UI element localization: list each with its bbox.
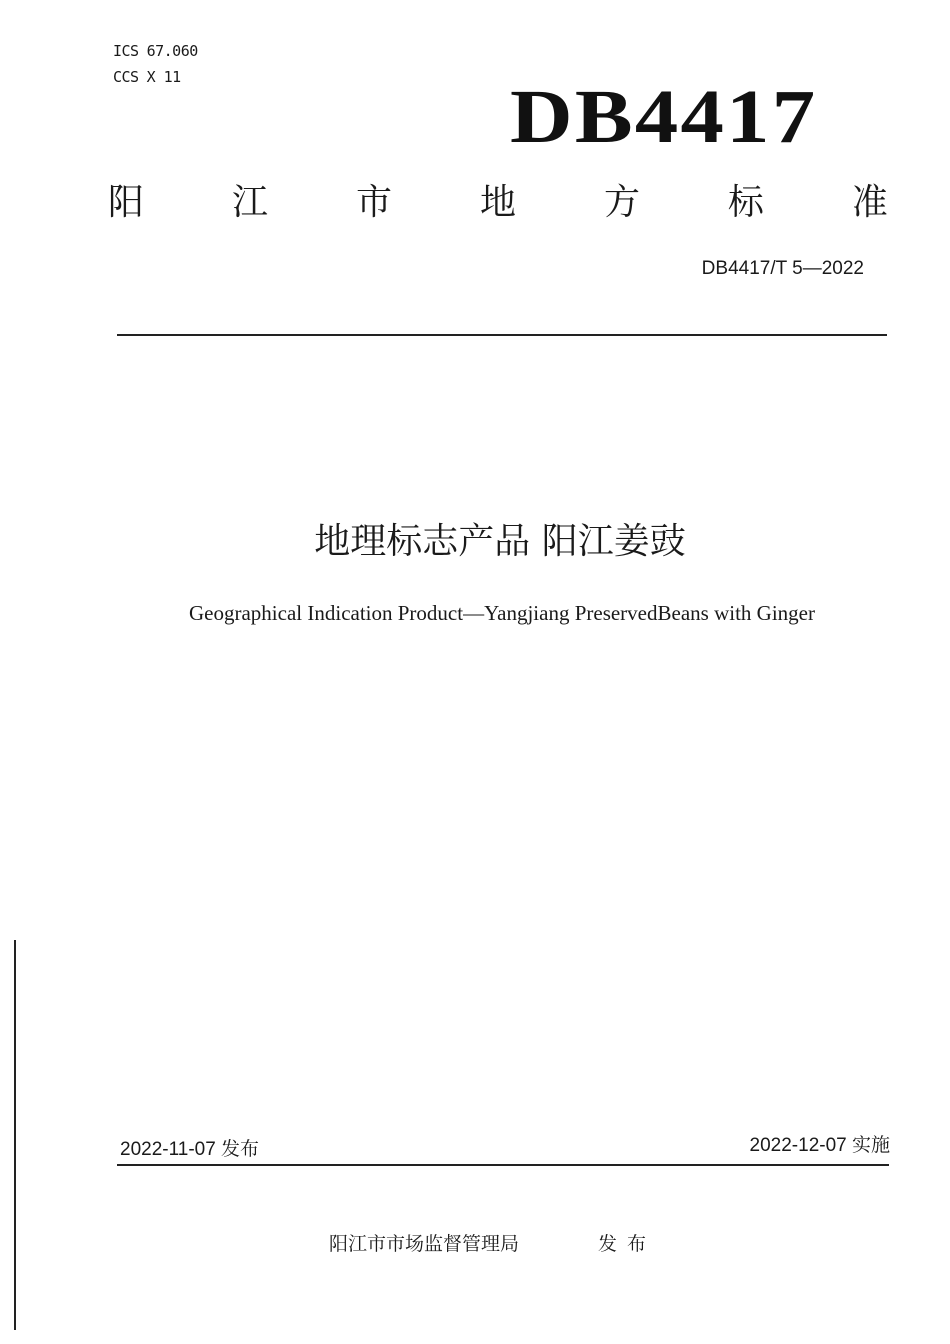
standard-type-char: 市 [355,182,392,223]
standard-type-char: 准 [851,182,888,223]
standard-type-char: 阳 [108,182,145,223]
scan-edge-line [14,940,16,1330]
ccs-code [113,64,198,90]
ics-value: 67.060 [146,42,198,60]
bottom-divider [117,1164,889,1166]
top-divider [117,334,887,336]
title-english: Geographical Indication Product—Yangjiang PreservedBeans with Ginger [189,601,815,625]
title-chinese: 地理标志产品 阳江姜豉 [314,521,686,562]
ccs-label: CCS [113,68,139,86]
standard-type-char: 江 [231,182,268,223]
standard-type-char: 方 [603,182,640,223]
standard-type-char: 地 [479,182,516,223]
standard-number: DB4417/T 5—2022 [701,258,864,279]
publisher-name: 阳江市市场监督管理局 [329,1233,520,1255]
classification-codes [113,38,198,90]
publish-label: 发布 [598,1233,657,1255]
standard-code-logo: DB4417 [510,75,818,159]
ccs-value: X 11 [146,68,181,86]
implementation-date: 2022-12-07 实施 [749,1135,890,1156]
ics-code [113,38,198,64]
standard-type-title [108,178,888,228]
standard-type-char: 标 [727,182,764,223]
ics-label: ICS [113,42,139,60]
issue-date: 2022-11-07 发布 [120,1139,260,1160]
